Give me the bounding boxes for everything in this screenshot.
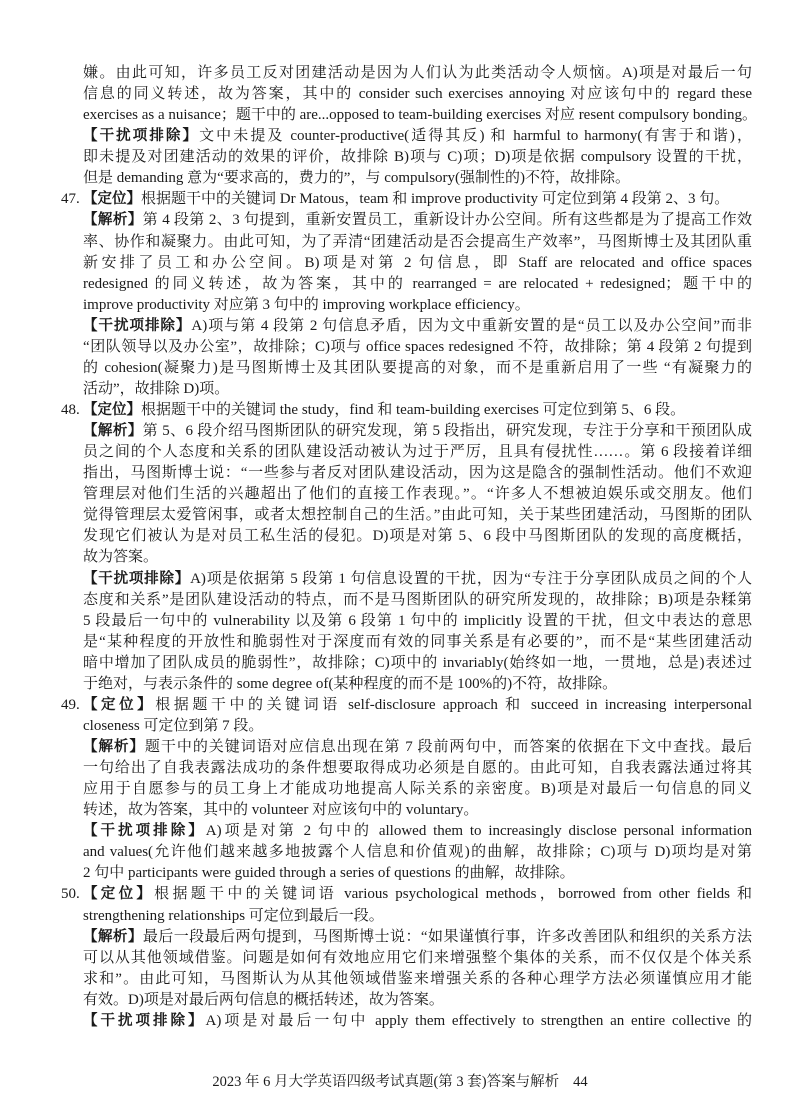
line-text: “团队领导以及办公室”，故排除；C)项与 office spaces redesigned 不符，故排除；第 4 段第 2 句提到 — [83, 338, 752, 355]
line-text: A)项与第 4 段第 2 句信息矛盾，因为文中重新安置的是“员工以及办公空间”而非 — [191, 317, 753, 334]
line-text: closeness 可定位到第 7 段。 — [83, 717, 264, 734]
text-line — [83, 168, 752, 189]
section-label: 【解析】 — [83, 928, 143, 945]
text-line — [83, 737, 752, 758]
text-line — [83, 505, 752, 526]
line-text: 最后一段最后两句提到，马图斯博士说：“如果谨慎行事，许多改善团队和组织的关系方法 — [142, 928, 753, 945]
section-label: 【解析】 — [83, 423, 143, 440]
text-line — [83, 674, 752, 695]
text-line — [83, 421, 752, 442]
line-text: 根据题干中的关键词 the study，find 和 team-building exercises 可定位到第 5、6 段。 — [141, 402, 686, 418]
page-number: 44 — [573, 1074, 588, 1090]
line-text: 率、协作和凝聚力。由此可知，为了弄清“团建活动是否会提高生产效率”，马图斯博士及其团队重 — [83, 233, 752, 250]
text-line — [83, 569, 752, 590]
text-line — [83, 611, 752, 632]
line-text: redesigned 的同义转述，故为答案，其中的 rearranged = are relocated + redesigned；题干中的 — [83, 275, 752, 292]
section-label: 【定位】 — [83, 886, 155, 903]
text-line — [83, 906, 752, 927]
line-text: and values(允许他们越来越多地披露个人信息和价值观)的曲解，故排除；C)项与 D)项均是对第 — [83, 844, 752, 861]
text-line — [83, 526, 752, 547]
text-line — [83, 779, 752, 800]
text-line — [83, 1011, 752, 1032]
text-line — [83, 653, 752, 674]
text-line — [83, 842, 752, 863]
line-text: 信息的同义转述，故为答案，其中的 consider such exercises annoying 对应该句中的 regard these — [83, 86, 752, 103]
line-text: improve productivity 对应第 3 句中的 improving workplace efficiency。 — [83, 296, 530, 313]
answer-explanation-body — [61, 63, 757, 1032]
text-line — [83, 379, 752, 400]
line-text: 态度和关系”是团队建设活动的特点，而不是马图斯团队的研究所发现的，故排除；B)项是杂糅第 — [83, 591, 752, 608]
line-text: 新安排了员工和办公空间。B)项是对第 2 句信息，即 Staff are relocated and office spaces — [83, 254, 752, 271]
section-label: 【定位】 — [83, 402, 141, 418]
line-text: 员之间的个人态度和关系的团队建设活动被认为过于严厉，且具有侵扰性……。第 6 段接着详细 — [83, 444, 752, 461]
text-line — [83, 632, 752, 653]
line-text: 发现它们被认为是对员工私生活的侵犯。D)项是对第 5、6 段中马图斯团队的发现的高度概括， — [83, 528, 752, 545]
section-label: 【解析】 — [83, 739, 145, 755]
text-line — [83, 442, 752, 463]
text-line — [83, 863, 752, 884]
text-line — [83, 800, 752, 821]
text-line — [61, 884, 753, 905]
line-text: 于绝对，与表示条件的 some degree of(某种程度的而不是 100%的)不符，故排除。 — [83, 675, 618, 692]
text-line — [83, 927, 752, 948]
line-text: 嫌。由此可知，许多员工反对团建活动是因为人们认为此类活动令人烦恼。A)项是对最后一句 — [83, 65, 752, 81]
text-line — [83, 484, 752, 505]
text-line — [83, 253, 752, 274]
line-text: 根据题干中的关键词 Dr Matous，team 和 improve productivity 可定位到第 4 段第 2、3 句。 — [141, 191, 730, 208]
text-line — [83, 337, 752, 358]
line-text: 有效。D)项是对最后两句信息的概括转述，故为答案。 — [83, 991, 444, 1008]
line-text: 根据题干中的关键词语 self-disclosure approach 和 succeed in increasing interpersonal — [155, 696, 753, 713]
section-label: 【干扰项排除】 — [83, 128, 200, 145]
section-label: 【定位】 — [83, 191, 141, 208]
text-line — [83, 147, 752, 168]
text-line — [83, 316, 752, 337]
question-number: 47. — [61, 191, 80, 208]
section-label: 【干扰项排除】 — [83, 570, 191, 587]
line-text: 活动”，故排除 D)项。 — [83, 380, 230, 397]
line-text: 故为答案。 — [83, 549, 159, 566]
text-line — [61, 695, 753, 716]
line-text: 转述，故为答案，其中的 volunteer 对应该句中的 voluntary。 — [83, 802, 479, 819]
text-line — [83, 126, 752, 147]
line-text: 第 4 段第 2、3 句提到，重新安置员工，重新设计办公空间。所有这些都是为了提高工作效 — [142, 212, 753, 229]
footer-title: 2023 年 6 月大学英语四级考试真题(第 3 套)答案与解析 — [212, 1074, 560, 1090]
text-line — [83, 463, 752, 484]
text-line — [83, 84, 752, 105]
text-line — [83, 274, 752, 295]
section-label: 【解析】 — [83, 212, 143, 229]
line-text: 求和”。由此可知，马图斯认为从其他领域借鉴来增强关系的各种心理学方法必须谨慎应用才能 — [83, 970, 752, 987]
line-text: 根据题干中的关键词语 various psychological methods，borrowed from other fields 和 — [154, 886, 753, 903]
text-line — [83, 358, 752, 379]
line-text: strengthening relationships 可定位到最后一段。 — [83, 907, 384, 924]
line-text: 是“某种程度的开放性和脆弱性对于深度而有效的同事关系是有必要的”，而不是“某些团建活动 — [83, 633, 752, 650]
text-line — [61, 400, 752, 421]
line-text: A)项是依据第 5 段第 1 句信息设置的干扰，因为“专注于分享团队成员之间的个人 — [190, 570, 752, 587]
line-text: 觉得管理层太爱管闲事，或者太想控制自己的生活。”由此可知，关于某些团建活动，马图斯的团队 — [83, 507, 752, 524]
line-text: 5 段最后一句中的 vulnerability 以及第 6 段第 1 句中的 implicitly 设置的干扰，但文中表达的意思 — [83, 612, 752, 629]
line-text: A)项是对最后一句中 apply them effectively to strengthen an entire collective 的 — [205, 1012, 752, 1029]
question-number: 48. — [61, 402, 80, 418]
text-line — [83, 990, 752, 1011]
text-line — [83, 232, 752, 253]
line-text: 应用于自愿参与的员工身上才能成功地提高人际关系的亲密度。B)项是对最后一句信息的同义 — [83, 781, 752, 798]
text-line — [83, 758, 752, 779]
text-line — [83, 821, 752, 842]
text-line — [83, 547, 752, 568]
line-text: 可以从其他领域借鉴。问题是如何有效地应用它们来增强整个集体的关系，而不仅仅是个体关系 — [83, 949, 752, 966]
line-text: 但是 demanding 意为“要求高的，费力的”，与 compulsory(强制性的)不符，故排除。 — [83, 170, 631, 187]
question-number: 49. — [61, 696, 80, 713]
text-line — [83, 948, 752, 969]
line-text: 2 句中 participants were guided through a series of questions 的曲解，故排除。 — [83, 865, 575, 882]
line-text: 文中未提及 counter-productive(适得其反) 和 harmful to harmony(有害于和谐)， — [199, 128, 752, 145]
line-text: 管理层对他们生活的兴趣超出了他们的直接工作表现。”。“许多人不想被迫娱乐或交朋友。他们 — [83, 486, 752, 503]
line-text: 第 5、6 段介绍马图斯团队的研究发现，第 5 段指出，研究发现，专注于分享和干预团队成 — [142, 423, 753, 440]
text-line — [61, 189, 752, 210]
text-line — [83, 590, 752, 611]
question-number: 50. — [61, 886, 80, 903]
line-text: 指出，马图斯博士说：“一些参与者反对团队建设活动，因为这是隐含的强制性活动。他们不欢迎 — [83, 465, 752, 482]
section-label: 【干扰项排除】 — [83, 1012, 206, 1029]
section-label: 【干扰项排除】 — [83, 823, 206, 840]
line-text: A)项是对第 2 句中的 allowed them to increasingly disclose personal information — [205, 823, 752, 840]
text-line — [83, 295, 752, 316]
section-label: 【定位】 — [83, 696, 156, 713]
text-line — [83, 716, 752, 737]
section-label: 【干扰项排除】 — [83, 317, 192, 334]
line-text: 一句给出了自我表露法成功的条件想要取得成功必须是自愿的。由此可知，自我表露法通过将其 — [83, 760, 752, 777]
line-text: 题干中的关键词语对应信息出现在第 7 段前两句中，而答案的依据在下文中查找。最后 — [144, 739, 752, 755]
line-text: 即未提及对团建活动的效果的评价，故排除 B)项与 C)项；D)项是依据 compulsory 设置的干扰， — [83, 149, 752, 166]
page-footer — [0, 1071, 800, 1093]
text-line — [83, 210, 752, 231]
text-line — [83, 105, 757, 126]
line-text: 的 cohesion(凝聚力)是马图斯博士及其团队要提高的对象，而不是重新启用了一些 “有凝聚力的 — [83, 359, 752, 376]
text-line — [83, 969, 752, 990]
line-text: exercises as a nuisance；题干中的 are...opposed to team-building exercises 对应 resent compulsory bonding。 — [83, 107, 757, 124]
text-line — [83, 63, 752, 84]
line-text: 暗中增加了团队成员的脆弱性”，故排除；C)项中的 invariably(始终如一地，一贯地，总是)表述过 — [83, 654, 752, 671]
